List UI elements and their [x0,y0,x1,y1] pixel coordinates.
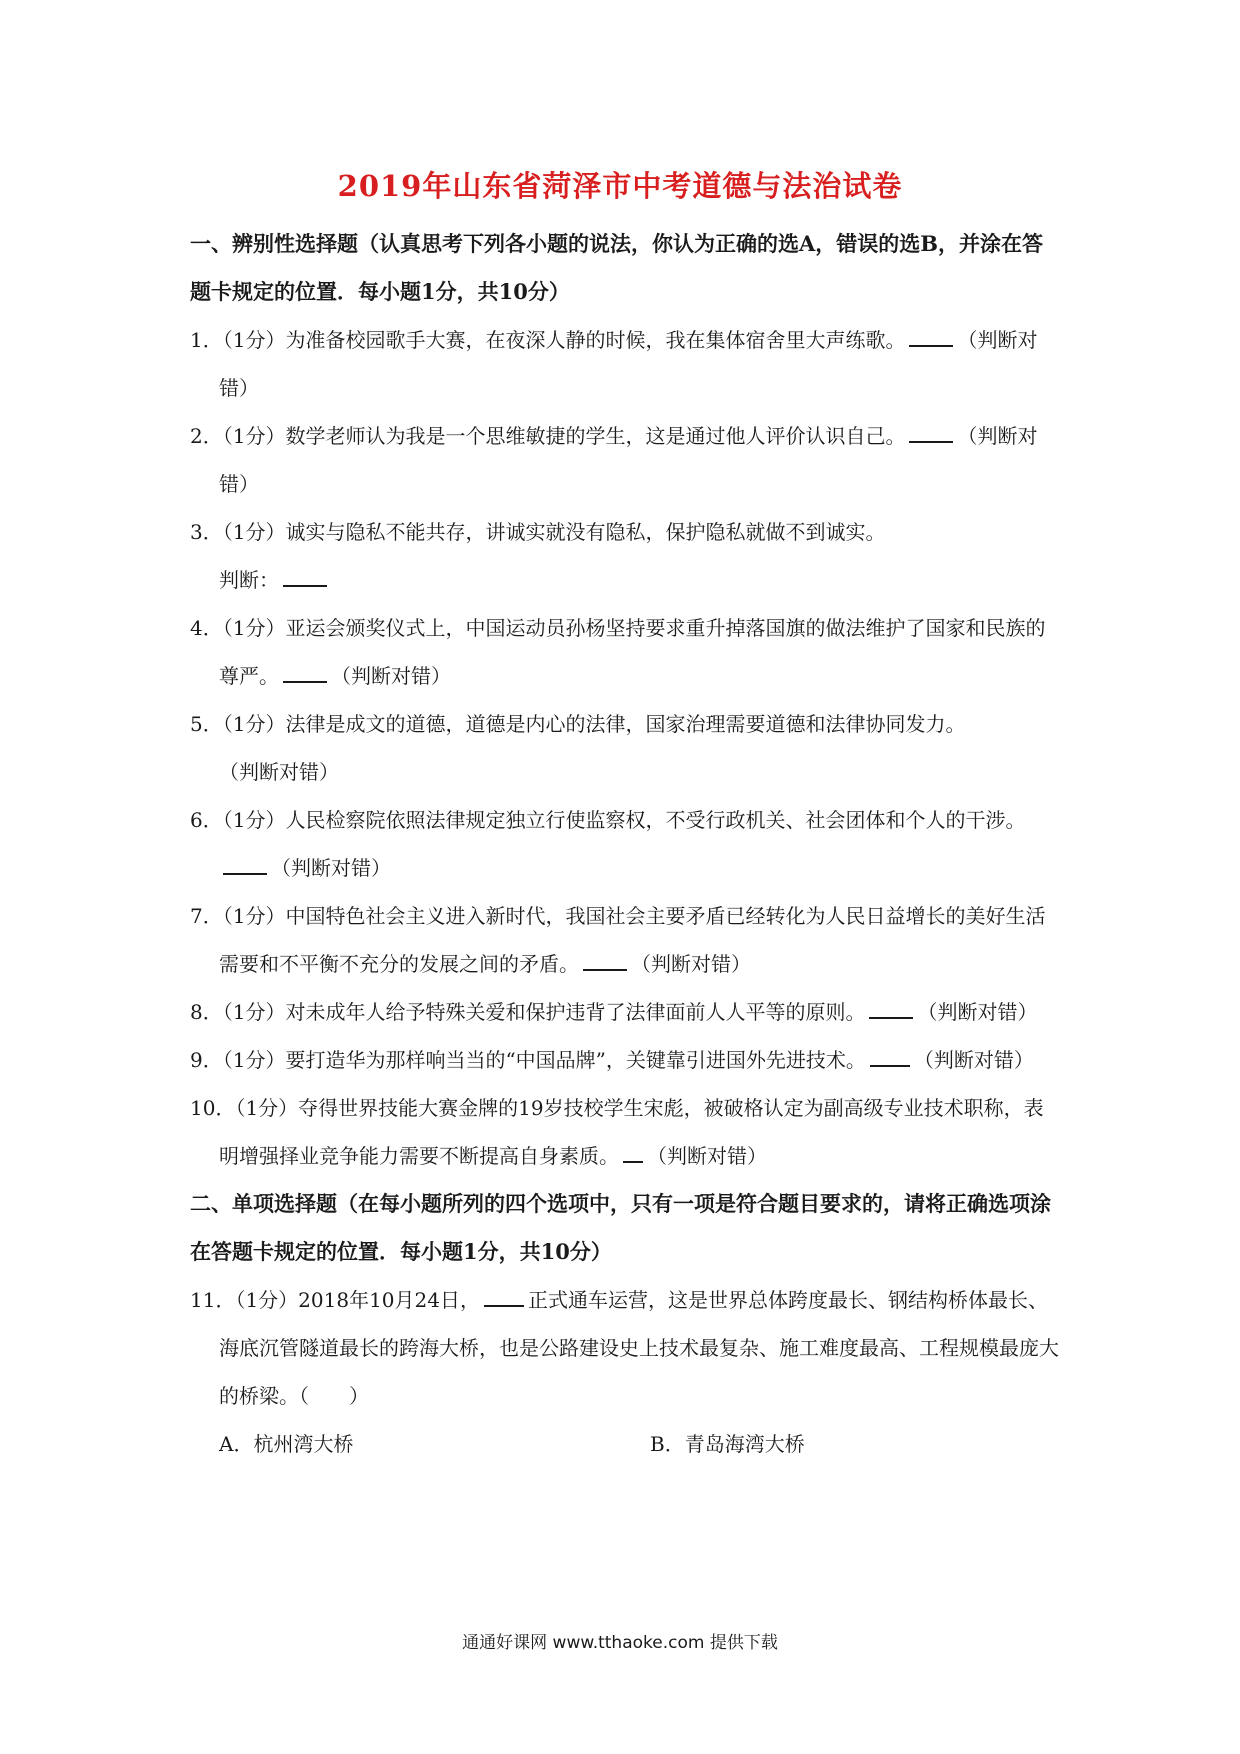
answer-blank[interactable] [283,659,327,683]
question-11-options [190,1420,1060,1468]
question-hint: （判断对错） [631,952,751,976]
exam-content [190,220,1060,1468]
question-3-judge-line [190,556,1060,604]
question-hint: （判断对错） [331,664,451,688]
question-text: 6．（1分）人民检察院依照法律规定独立行使监察权，不受行政机关、社会团体和个人的干涉。 [190,808,1026,832]
answer-blank[interactable] [909,419,953,443]
question-text: 11．（1分）2018年10月24日， [190,1288,480,1312]
answer-blank[interactable] [909,323,953,347]
section-1-heading: 一、辨别性选择题（认真思考下列各小题的说法，你认为正确的选A，错误的选B，并涂在答题卡规定的位置．每小题1分，共10分） [190,231,1044,304]
question-text: 9．（1分）要打造华为那样响当当的“中国品牌”，关键靠引进国外先进技术。 [190,1048,866,1072]
question-hint: （判断对错） [219,760,339,784]
judge-label: 判断： [219,568,279,592]
footer-download-note: 通通好课网 www.tthaoke.com 提供下载 [462,1633,778,1653]
question-8 [190,988,1060,1036]
answer-blank[interactable] [870,1043,910,1067]
question-hint: （判断对错） [913,1048,1034,1072]
answer-blank[interactable] [283,563,327,587]
question-hint: （判断对错） [219,328,1038,400]
question-hint: （判断对错） [647,1144,767,1168]
question-text: 3．（1分）诚实与隐私不能共存，讲诚实就没有隐私，保护隐私就做不到诚实。 [190,520,886,544]
question-text-continued: 正式通车运营，这是世界总体跨度最长、钢结构桥体最长、海底沉管隧道最长的跨海大桥，也是公路建设史上技术最复杂、施工难度最高、工程规模最庞大的桥梁。（ ） [219,1288,1059,1408]
answer-blank[interactable] [869,995,913,1019]
section-2-heading: 二、单项选择题（在每小题所列的四个选项中，只有一项是符合题目要求的，请将正确选项涂在答题卡规定的位置．每小题1分，共10分） [190,1191,1051,1264]
answer-blank[interactable] [223,851,267,875]
question-4 [190,604,1060,700]
question-hint: （判断对错） [917,1000,1038,1024]
question-6 [190,796,1060,892]
answer-blank[interactable] [623,1139,643,1163]
question-hint: （判断对错） [219,424,1038,496]
question-1 [190,316,1060,412]
answer-blank[interactable] [484,1283,524,1307]
question-text: 10．（1分）夺得世界技能大赛金牌的19岁技校学生宋彪，被破格认定为副高级专业技术职称，表明增强择业竞争能力需要不断提高自身素质。 [190,1096,1044,1168]
page-title: 2019年山东省菏泽市中考道德与法治试卷 [337,169,903,203]
question-10 [190,1084,1060,1180]
question-2 [190,412,1060,508]
question-text: 1．（1分）为准备校园歌手大赛，在夜深人静的时候，我在集体宿舍里大声练歌。 [190,328,906,352]
question-text: 7．（1分）中国特色社会主义进入新时代，我国社会主要矛盾已经转化为人民日益增长的美好生活需要和不平衡不充分的发展之间的矛盾。 [190,904,1046,976]
question-hint: （判断对错） [271,856,391,880]
question-text: 4．（1分）亚运会颁奖仪式上，中国运动员孙杨坚持要求重升掉落国旗的做法维护了国家和民族的尊严。 [190,616,1046,688]
question-text: 2．（1分）数学老师认为我是一个思维敏捷的学生，这是通过他人评价认识自己。 [190,424,906,448]
question-7 [190,892,1060,988]
question-3 [190,508,1060,556]
option-a[interactable]: A．杭州湾大桥 [219,1432,354,1456]
question-text: 8．（1分）对未成年人给予特殊关爱和保护违背了法律面前人人平等的原则。 [190,1000,866,1024]
question-11 [190,1276,1060,1420]
question-5 [190,700,1060,796]
answer-blank[interactable] [583,947,627,971]
question-9 [190,1036,1060,1084]
option-b[interactable]: B．青岛海湾大桥 [650,1432,805,1456]
question-text: 5．（1分）法律是成文的道德，道德是内心的法律，国家治理需要道德和法律协同发力。 [190,712,966,736]
